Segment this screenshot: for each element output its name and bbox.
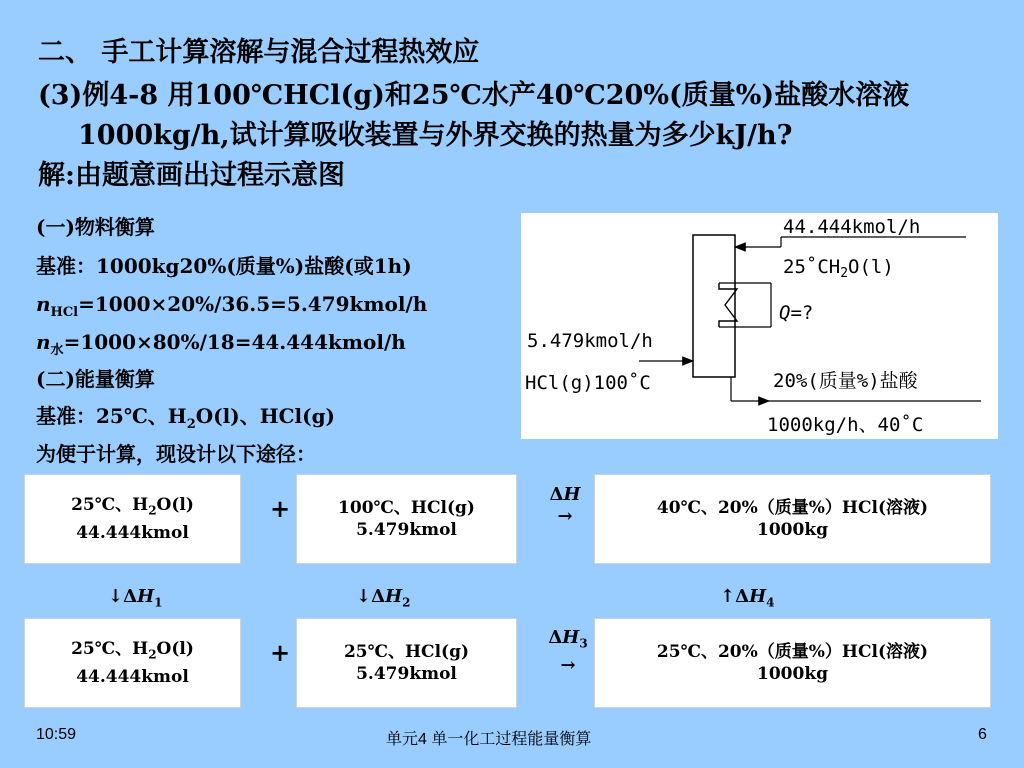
- basis-energy: 基准：25℃、$H_2O(l)$、HCl(g): [36, 404, 336, 432]
- material-balance-heading: (一)物料衡算: [36, 215, 155, 239]
- solution-intro: 解:由题意画出过程示意图: [38, 160, 345, 191]
- hcl-flow-label: 5.479kmol/h: [527, 330, 653, 352]
- state-hcl-reference: 25℃、HCl(g) 5.479kmol: [296, 618, 517, 708]
- absorber-column: [693, 235, 735, 377]
- plus-sign-bottom: +: [270, 638, 291, 667]
- delta-h2: $↓\Delta H_2$: [356, 586, 411, 610]
- footer-time: 10:59: [36, 726, 77, 743]
- water-flow-label: 44.444kmol/h: [783, 216, 921, 238]
- path-note: 为便于计算，现设计以下途径：: [36, 442, 316, 466]
- hcl-state-label: HCl(g)100˚C: [525, 372, 651, 394]
- water-state-label: $25˚CH_2O(l)$: [783, 256, 894, 281]
- state-water-reference: 25℃、$H_2O(l)$ 44.444kmol: [24, 618, 241, 708]
- problem-statement-line1: (3)例4-8 用100℃HCl(g)和25℃水产40℃20%(质量%)盐酸水溶液: [38, 80, 910, 111]
- state-product-reference: 25℃、20%（质量%）HCl(溶液) 1000kg: [594, 618, 991, 708]
- energy-balance-heading: (二)能量衡算: [36, 367, 155, 391]
- process-diagram: [521, 213, 998, 439]
- state-product-final: 40℃、20%（质量%）HCl(溶液) 1000kg: [594, 474, 991, 564]
- delta-h4: $↑\Delta H_4$: [720, 586, 775, 610]
- plus-sign-top: +: [270, 494, 291, 523]
- footer-page-number: 6: [978, 726, 987, 743]
- heat-duty-label: Q=?: [779, 302, 814, 324]
- problem-statement-line2: 1000kg/h,试计算吸收装置与外界交换的热量为多少kJ/h?: [78, 120, 793, 151]
- state-water-initial: 25℃、$H_2O(l)$ 44.444kmol: [24, 474, 241, 564]
- delta-h1: $↓\Delta H_1$: [108, 586, 163, 610]
- basis-material: 基准：1000kg20%(质量%)盐酸(或1h): [36, 254, 412, 278]
- state-hcl-initial: 100℃、HCl(g) 5.479kmol: [296, 474, 517, 564]
- delta-h-total: ΔH →: [549, 484, 581, 527]
- absorber-schematic: [521, 213, 998, 439]
- footer-unit-title: 单元4 单一化工过程能量衡算: [386, 731, 592, 748]
- slide-title: 二、 手工计算溶解与混合过程热效应: [38, 37, 480, 68]
- product-label: 20%(质量%)盐酸: [773, 370, 918, 392]
- delta-h3: $\Delta H_3$ →: [548, 627, 588, 676]
- n-hcl-equation: $n_{HCl}=1000\times 20\%/36.5=5.479kmol/h$: [36, 292, 428, 320]
- product-flow-label: 1000kg/h、40˚C: [767, 414, 924, 436]
- n-water-equation: $n_水=1000\times 80\%/18=44.444kmol/h$: [36, 330, 406, 358]
